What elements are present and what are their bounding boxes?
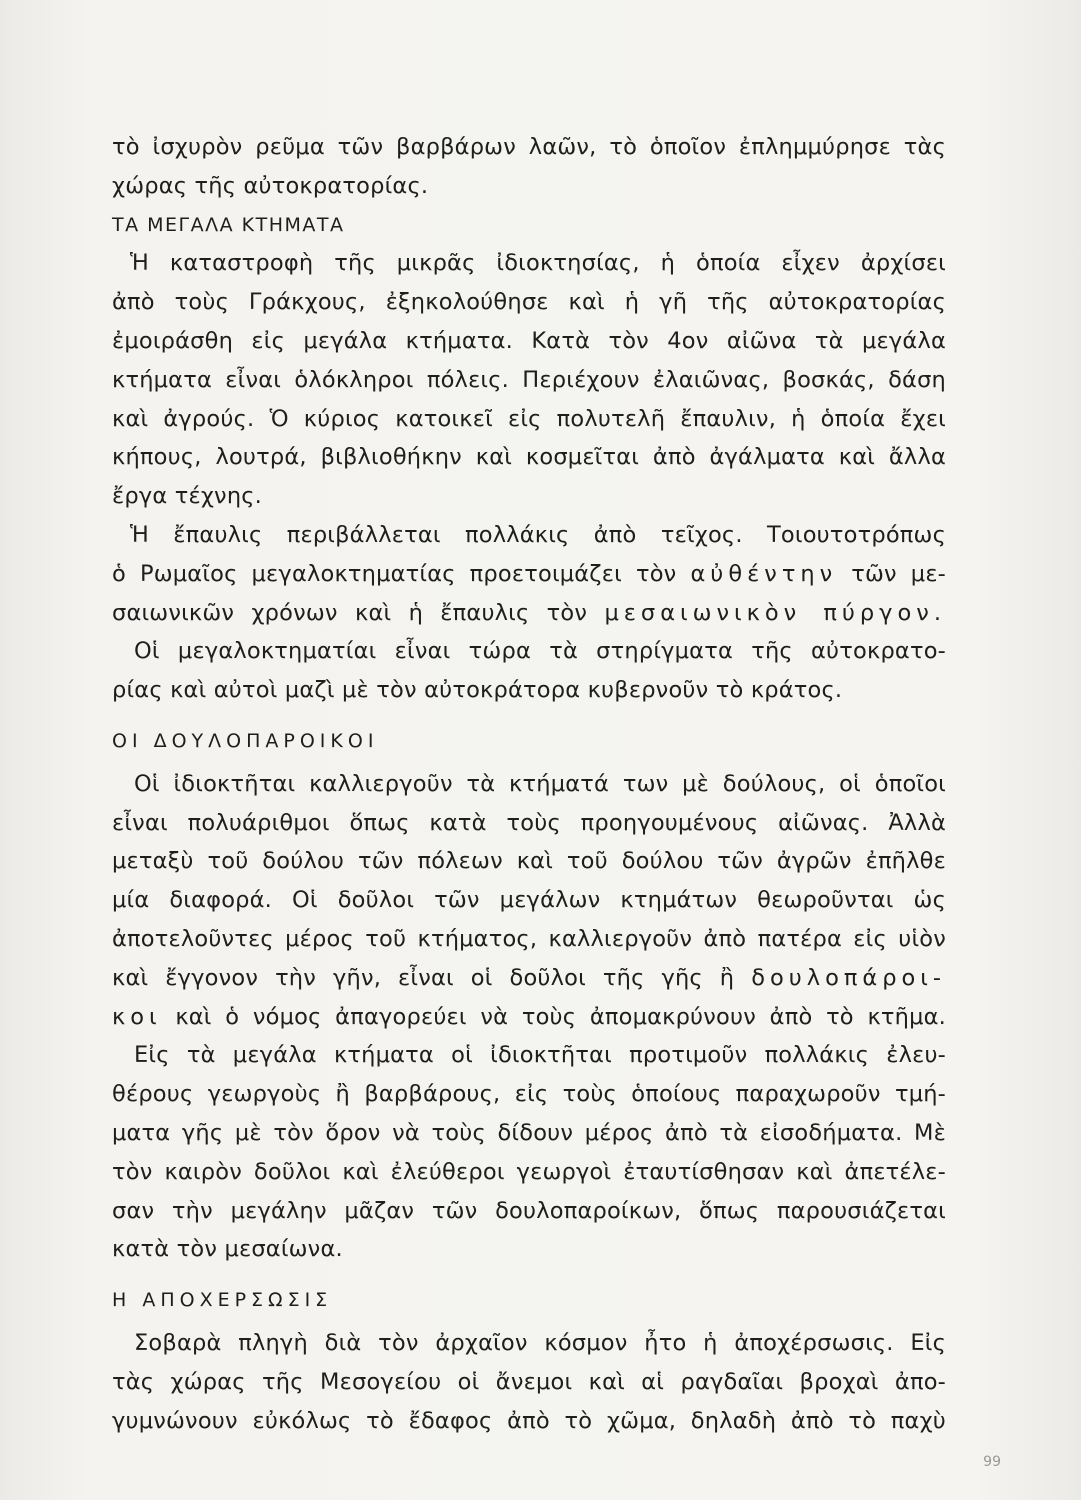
text-line: ἀποτελοῦντες μέρος τοῦ κτήματος, καλλιεργοῦν ἀπὸ πατέρα εἰς υἱὸν	[112, 925, 946, 952]
text-line	[112, 998, 946, 1037]
text-line	[112, 959, 946, 998]
text-line: ρίας καὶ αὐτοὶ μαζὶ μὲ τὸν αὐτοκράτορα κυβερνοῦν τὸ κράτος.	[112, 677, 843, 704]
page-number: 99	[983, 1454, 1001, 1470]
emphasized-word: μεσαιωνικὸν πύργον.	[604, 599, 946, 626]
text-line: ματα γῆς μὲ τὸν ὅρον νὰ τοὺς δίδουν μέρος ἀπὸ τὰ εἰσοδήματα. Μὲ	[112, 1119, 946, 1146]
text-line: Σοβαρὰ πληγὴ διὰ τὸν ἀρχαῖον κόσμον ἦτο ἡ ἀποχέρσωσις. Εἰς	[134, 1329, 946, 1356]
emphasized-word: αὐθέντην	[690, 560, 838, 587]
text-line: μεταξὺ τοῦ δούλου τῶν πόλεων καὶ τοῦ δούλου τῶν ἀγρῶν ἐπῆλθε	[112, 848, 946, 875]
text-line: τὸν καιρὸν δοῦλοι καὶ ἐλεύθεροι γεωργοὶ ἐταυτίσθησαν καὶ ἀπετέλε-	[112, 1158, 946, 1185]
text-line: τὰς χώρας τῆς Μεσογείου οἱ ἄνεμοι καὶ αἱ ραγδαῖαι βροχαὶ ἀπο-	[112, 1368, 946, 1395]
intro-paragraph	[112, 128, 946, 206]
text-span: σαιωνικῶν χρόνων καὶ ἡ ἔπαυλις τὸν	[112, 599, 588, 626]
text-line: κτήματα εἶναι ὁλόκληροι πόλεις. Περιέχουν ἐλαιῶνας, βοσκάς, δάση	[112, 366, 946, 393]
text-line: γυμνώνουν εὐκόλως τὸ ἔδαφος ἀπὸ τὸ χῶμα, δηλαδὴ ἀπὸ τὸ παχὺ	[112, 1407, 946, 1434]
section-ta-megala-ktimata	[112, 244, 946, 710]
text-line: εἶναι πολυάριθμοι ὅπως κατὰ τοὺς προηγουμένους αἰῶνας. Ἀλλὰ	[112, 809, 946, 836]
page-text	[112, 128, 946, 1440]
text-span: καὶ ἔγγονον τὴν γῆν, εἶναι οἱ δοῦλοι τῆς γῆς ἢ	[112, 964, 735, 991]
text-line: καὶ ἀγρούς. Ὁ κύριος κατοικεῖ εἰς πολυτελῆ ἔπαυλιν, ἡ ὁποία ἔχει	[112, 405, 946, 432]
heading-i-apochersosis: Η ΑΠΟΧΕΡΣΩΣΙΣ	[112, 1289, 333, 1312]
text-span: τῶν με-	[851, 560, 946, 587]
text-line: τὸ ἰσχυρὸν ρεῦμα τῶν βαρβάρων λαῶν, τὸ ὁποῖον ἐπλημμύρησε τὰς	[112, 134, 946, 160]
text-line: χώρας τῆς αὐτοκρατορίας.	[112, 172, 429, 199]
text-line: σαν τὴν μεγάλην μᾶζαν τῶν δουλοπαροίκων, ὅπως παρουσιάζεται	[112, 1197, 946, 1224]
text-line: ἐμοιράσθη εἰς μεγάλα κτήματα. Κατὰ τὸν 4ον αἰῶνα τὰ μεγάλα	[112, 327, 946, 354]
text-line: ἀπὸ τοὺς Γράκχους, ἐξηκολούθησε καὶ ἡ γῆ τῆς αὐτοκρατορίας	[112, 289, 946, 316]
text-span: ὁ Ρωμαῖος μεγαλοκτηματίας προετοιμάζει τὸν	[112, 560, 677, 587]
text-line: κήπους, λουτρά, βιβλιοθήκην καὶ κοσμεῖται ἀπὸ ἀγάλματα καὶ ἄλλα	[112, 444, 946, 471]
text-line: Ἡ καταστροφὴ τῆς μικρᾶς ἰδιοκτησίας, ἡ ὁποία εἶχεν ἀρχίσει	[130, 250, 946, 277]
text-line	[112, 594, 946, 633]
text-line: ἔργα τέχνης.	[112, 483, 263, 510]
emphasized-word: δουλοπάροι-	[751, 964, 946, 991]
text-line	[112, 555, 946, 594]
section-i-apochersosis	[112, 1324, 946, 1440]
text-line: Εἰς τὰ μεγάλα κτήματα οἱ ἰδιοκτῆται προτιμοῦν πολλάκις ἐλευ-	[134, 1042, 946, 1069]
text-line: Οἱ ἰδιοκτῆται καλλιεργοῦν τὰ κτήματά των μὲ δούλους, οἱ ὁποῖοι	[134, 770, 946, 797]
section-oi-douloparoikoi	[112, 765, 946, 1269]
text-line: μία διαφορά. Οἱ δοῦλοι τῶν μεγάλων κτημάτων θεωροῦνται ὡς	[112, 887, 946, 914]
emphasized-word: κοι	[112, 1003, 162, 1030]
heading-oi-douloparoikoi: ΟΙ ΔΟΥΛΟΠΑΡΟΙΚΟΙ	[112, 729, 379, 752]
text-span: καὶ ὁ νόμος ἀπαγορεύει νὰ τοὺς ἀπομακρύνουν ἀπὸ τὸ κτῆμα.	[175, 1003, 946, 1030]
text-line: Οἱ μεγαλοκτηματίαι εἶναι τώρα τὰ στηρίγματα τῆς αὐτοκρατο-	[134, 638, 946, 665]
text-line: Ἡ ἔπαυλις περιβάλλεται πολλάκις ἀπὸ τεῖχος. Τοιουτοτρόπως	[130, 521, 946, 548]
text-line: κατὰ τὸν μεσαίωνα.	[112, 1236, 343, 1263]
text-line: θέρους γεωργοὺς ἢ βαρβάρους, εἰς τοὺς ὁποίους παραχωροῦν τμή-	[112, 1081, 946, 1108]
heading-ta-megala-ktimata: ΤΑ ΜΕΓΑΛΑ ΚΤΗΜΑΤΑ	[112, 213, 345, 236]
